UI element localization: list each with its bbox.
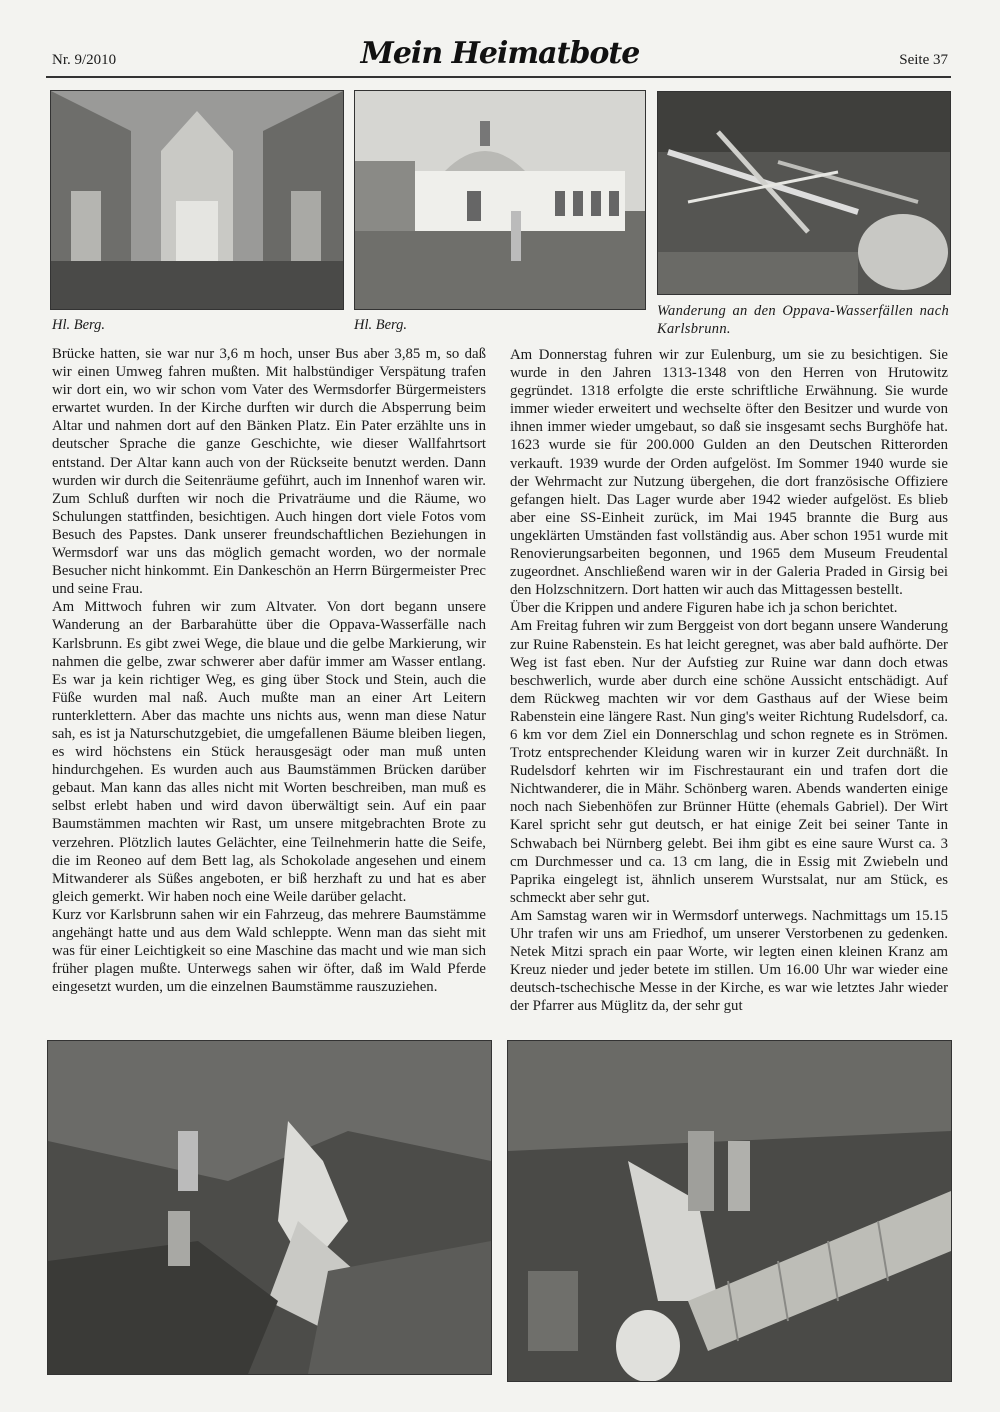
caption-photo-3: Wanderung an den Oppava-Wasserfällen nach Karlsbrunn.: [657, 303, 949, 337]
church-courtyard-photo: [354, 90, 646, 310]
caption-photo-1: Hl. Berg.: [52, 317, 106, 333]
right-column: [510, 346, 948, 1015]
left-paragraph: Am Mittwoch fuhren wir zum Altvater. Von dort begann unsere Wanderung an der Barbarahütte über die Oppava-Wasserfälle nach Karlsbrunn. Es gibt zwei Wege, die blaue und die gelbe Markierung, wir nahmen die gelbe, zwar schwerer aber dafür immer am Wasser entlang. Es war ja kein richtiger Weg, es ging über Stock und Stein, auch die Füße wurden mal naß. Auch mußte man an einer Art Leitern runterklettern. Aber das machte uns nichts aus, wenn man diese Natur sah, es ist ja Naturschutzgebiet, die umgefallenen Bäume bleiben liegen, es wird höchstens ein Stück herausgesägt oder man muß unten hindurchgehen. Es wurden auch aus Baumstämmen Brücken darüber gebaut. Man kann das alles nicht mit Worten beschreiben, man muß es selbst erlebt haben und wird davon überwältigt sein. Auf ein paar Baumstämmen machten wir Rast, um unsere mitgebrachten Brote zu verzehren. Plötzlich lautes Gelächter, eine Teilnehmerin hatte die Seife, die im Reoneo auf dem Bett lag, als Schokolade angesehen und einem Mitwanderer als Süßes angeboten, er biß herzhaft zu und hat es aber gleich gemerkt. Wir haben noch eine Weile darüber gelacht.: [52, 599, 486, 905]
left-column: [52, 345, 486, 996]
right-paragraph: Über die Krippen und andere Figuren habe ich ja schon berichtet.: [510, 600, 898, 617]
left-paragraph: Kurz vor Karlsbrunn sahen wir ein Fahrzeug, das mehrere Baumstämme angehängt hatte und aus dem Wald schleppte. Wenn man das sieht mit was für einer Leichtigkeit so eine Maschine das macht und wie man sich früher plagen mußte. Unterwegs sahen wir öfter, daß im Wald Pferde eingesetzt wurden, um die einzelnen Baumstämme rauszuziehen.: [52, 906, 486, 996]
right-paragraph: Am Donnerstag fuhren wir zur Eulenburg, um sie zu besichtigen. Sie wurde in den Jahren 1313-1348 von den Herren von Hrutowitz gegründet. 1318 erfolgte die erste schriftliche Erwähnung. Sie wurde immer wieder erweitert und wechselte öfter den Besitzer und wurde von ihnen immer wieder umgebaut, so daß sie insgesamt sechs Burghöfe hat. 1623 wurde sie für 200.000 Gulden an den Deutschen Ritterorden verkauft. 1939 wurde der Orden aufgelöst. Im Sommer 1940 wurde sie der Wehrmacht zur Nutzung übergehen, die dort französische Offiziere gefangen hielt. Das Lager wurde aber 1942 wieder aufgelöst. Es blieb aber eine SS-Einheit zurück, im Mai 1945 brannte die Burg aus ungeklärten Umständen fast vollständig aus. Aber schon 1951 wurde mit Renovierungsarbeiten begonnen, und 1965 dem Museum Freudental zugeordnet. Anschließend waren wir in der Galeria Praded in Girsig bei den Holzschnitzern. Dort hatten wir auch das Mittagessen bestellt.: [510, 347, 948, 599]
header-rule: [46, 76, 951, 78]
right-paragraph: Am Freitag fuhren wir zum Berggeist von dort begann unsere Wanderung zur Ruine Rabenstein. Es hat leicht geregnet, was aber bald aufhörte. Der Weg ist fast eben. Nur der Aufstieg zur Ruine war dann doch etwas beschwerlich, wurde aber durch eine schöne Aussicht entschädigt. Auf dem Rückweg machten wir vor dem Gasthaus auf der Wiese beim Rabenstein eine längere Rast. Nun ging's weiter Richtung Rudelsdorf, ca. 6 km vor dem Ziel ein Donnerschlag und schon regnete es in Strömen. Trotz entsprechender Kleidung waren wir in kurzer Zeit durchnäßt. In Rudelsdorf kehrten wir im Fischrestaurant ein und trafen dort die Nichtwanderer, die in Mähr. Schönberg waren. Abends wanderten einige noch nach Siebenhöfen zur Brünner Hütte (ehemals Gabriel). Der Wirt Karel spricht sehr gut deutsch, er hat einige Zeit bei seiner Tante in Schwabach bei Nürnberg gelebt. Bei ihm gibt es eine saure Wurst ca. 3 cm Durchmesser und ca. 13 cm lang, die in Essig mit Zwiebeln und Paprika eingelegt ist, ähnlich unserem Wurstsalat, nur am Stück, es schmeckt aber sehr gut.: [510, 618, 948, 906]
issue-number: Nr. 9/2010: [52, 52, 117, 68]
right-paragraph: Am Samstag waren wir in Wermsdorf unterwegs. Nachmittags um 15.15 Uhr trafen wir uns am Friedhof, um unserer Verstorbenen zu gedenken. Netek Mitzi sprach ein paar Worte, wir legten einen kleinen Kranz am Kreuz nieder und jeder betete im stillen. Um 16.00 Uhr war wieder eine deutsch-tschechische Messe in der Kirche, es war wie letztes Jahr wieder der Pfarrer aus Müglitz da, der sehr gut: [510, 907, 948, 1015]
fallen-trees-photo: [657, 91, 951, 295]
church-interior-photo: [50, 90, 344, 310]
caption-photo-2: Hl. Berg.: [354, 317, 408, 333]
page-number: Seite 37: [899, 52, 948, 68]
masthead-logo: Mein Heimatbote: [360, 36, 640, 71]
wooden-bridge-photo: [507, 1040, 952, 1382]
waterfall-hikers-photo: [47, 1040, 492, 1375]
left-paragraph: Brücke hatten, sie war nur 3,6 m hoch, unser Bus aber 3,85 m, so daß wir einen Umweg fahren mußten. Mit halbstündiger Verspätung trafen wir dort ein, wo wir schon vom Vater des Wermsdorfer Bürgermeisters erwartet wurden. In der Kirche durften wir durch die Absperrung beim Altar und nahmen dort auf den Bänken Platz. Ein Pater erzählte uns in deutscher Sprache die ganze Geschichte, wie dieser Wallfahrtsort entstand. Der Altar kann auch von der Rückseite benutzt werden. Dann wurden wir durch die Seitenräume geführt, auch im Innenhof waren wir. Zum Schluß durften wir noch die Privaträume und die Räume, wo Schulungen stattfinden, besichtigen. Auch hingen dort viele Fotos vom Besuch des Papstes. Dank unserer freundschaftlichen Beziehungen in Wermsdorf war uns das möglich gemacht worden, wo der normale Besucher nicht hinkommt. Ein Dankeschön an Herrn Bürgermeister Prec und seine Frau.: [52, 346, 486, 598]
